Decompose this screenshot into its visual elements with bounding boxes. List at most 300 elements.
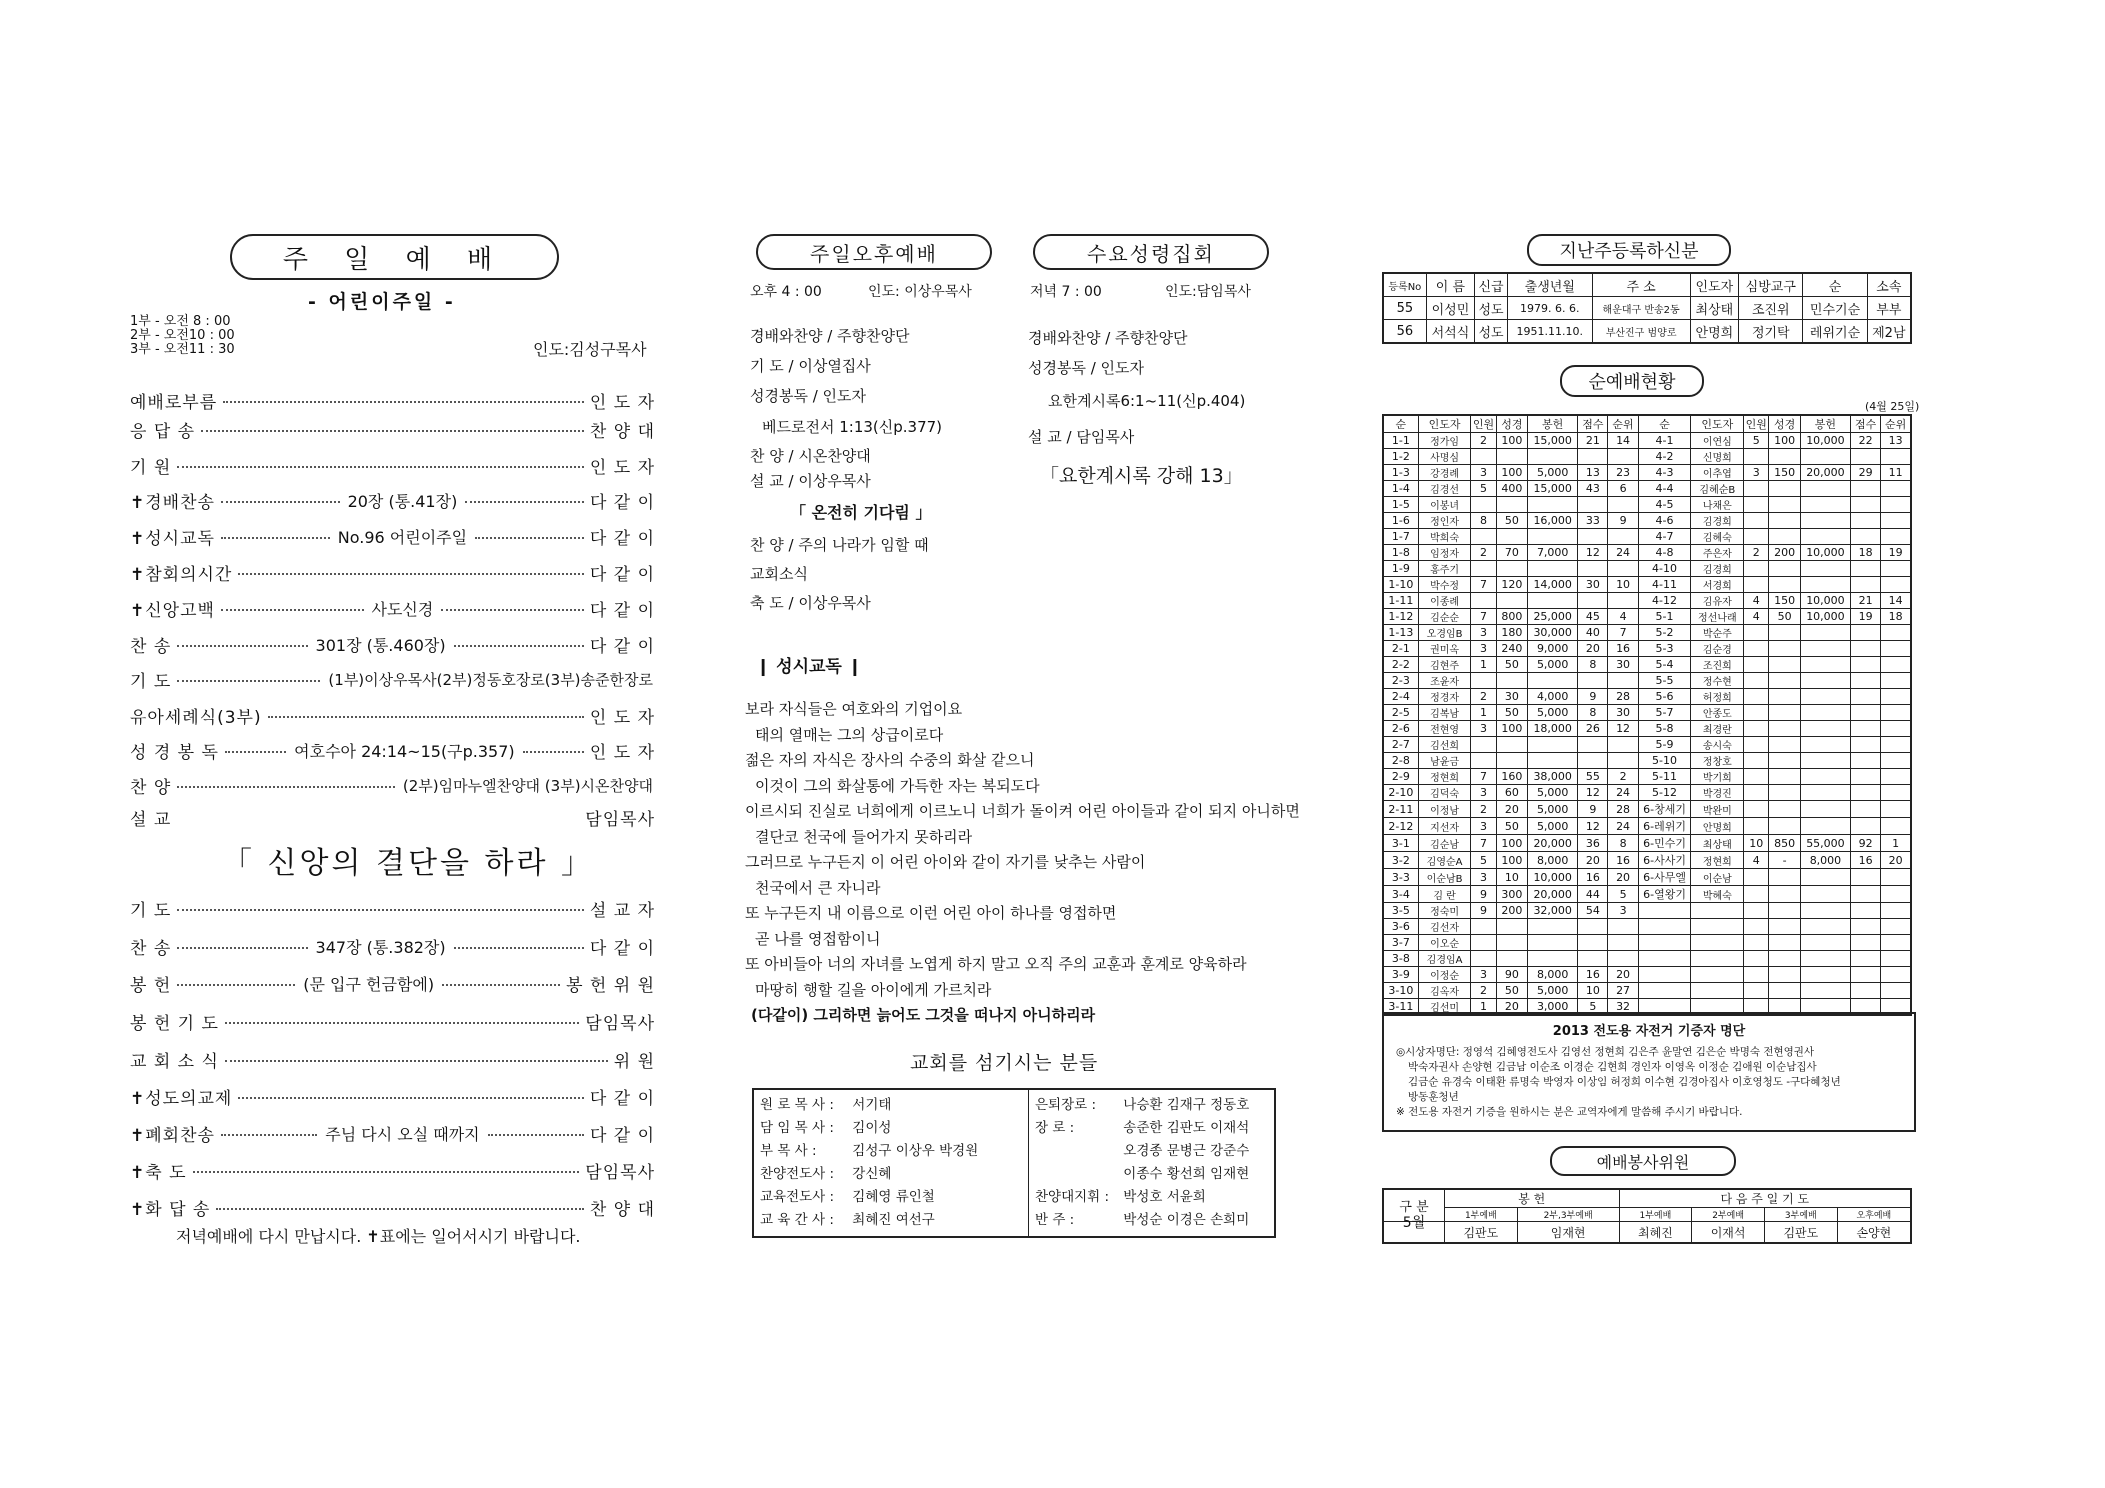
table-cell xyxy=(1800,641,1850,657)
table-cell xyxy=(1769,753,1800,769)
table-cell: 1 xyxy=(1471,999,1496,1016)
table-cell xyxy=(1881,449,1911,465)
table-cell xyxy=(1851,513,1881,529)
table-cell: 1-8 xyxy=(1383,545,1418,561)
table-cell: 2 xyxy=(1744,545,1769,561)
table-cell xyxy=(1769,481,1800,497)
table-cell xyxy=(1744,673,1769,689)
table-cell-empty xyxy=(1744,935,1769,951)
table-row xyxy=(1383,705,1911,721)
table-cell xyxy=(1851,705,1881,721)
table-cell: 16,000 xyxy=(1528,513,1578,529)
table-cell: 43 xyxy=(1578,481,1608,497)
table-cell xyxy=(1608,935,1638,951)
table-cell: 4-2 xyxy=(1638,449,1691,465)
table-row xyxy=(1383,721,1911,737)
servants-title: 교회를 섬기시는 분들 xyxy=(910,1052,1099,1074)
servant-row: 반 주 : 박성순 이경은 손희미 xyxy=(1035,1212,1250,1228)
table-cell: 김혜숙 xyxy=(1691,529,1744,545)
table-cell xyxy=(1800,737,1850,753)
table-cell xyxy=(1769,769,1800,785)
table-cell: 14,000 xyxy=(1528,577,1578,593)
table-cell-empty xyxy=(1744,903,1769,919)
table-cell: 7 xyxy=(1471,577,1496,593)
table-cell: 1-9 xyxy=(1383,561,1418,577)
table-cell: 7,000 xyxy=(1528,545,1578,561)
table-row xyxy=(1383,737,1911,753)
table-cell: 20 xyxy=(1496,801,1527,818)
table-cell xyxy=(1800,721,1850,737)
table-cell: 16 xyxy=(1851,852,1881,869)
table-cell: 27 xyxy=(1608,983,1638,999)
table-cell: 15,000 xyxy=(1528,481,1578,497)
reading-line: 또 누구든지 내 이름으로 이런 어린 아이 하나를 영접하면 xyxy=(745,904,1117,922)
table-cell-empty xyxy=(1638,967,1691,983)
table-cell-empty xyxy=(1800,967,1850,983)
reading-line: 이것이 그의 화살통에 가득한 자는 복되도다 xyxy=(755,776,1040,795)
table-cell: 20 xyxy=(1496,999,1527,1016)
table-cell: 18 xyxy=(1851,545,1881,561)
table-cell: 박수정 xyxy=(1418,577,1471,593)
table-cell xyxy=(1744,737,1769,753)
table-cell xyxy=(1496,497,1527,513)
table-row xyxy=(1383,609,1911,625)
servant-row: 찬양전도사 : 강신혜 xyxy=(760,1166,892,1182)
table-cell: 150 xyxy=(1769,465,1800,481)
table-cell xyxy=(1769,497,1800,513)
table-cell: 7 xyxy=(1471,769,1496,785)
reading-line: 또 아비들아 너의 자녀를 노엽게 하지 말고 오직 주의 교훈과 훈계로 양육하라 xyxy=(745,955,1247,973)
prayer-status-table xyxy=(1382,414,1912,1016)
servant-row: 부 목 사 : 김성구 이상우 박경원 xyxy=(760,1143,979,1159)
table-cell: 안명희 xyxy=(1691,818,1744,835)
table-cell: 100 xyxy=(1496,465,1527,481)
table-cell: 김순경 xyxy=(1691,641,1744,657)
table-cell: 10,000 xyxy=(1528,869,1578,886)
table-cell: 3 xyxy=(1744,465,1769,481)
table-cell: 5,000 xyxy=(1528,801,1578,818)
table-cell xyxy=(1881,721,1911,737)
table-row: 5월 김판도 임재현 최혜진 이재석 김판도 손양현 xyxy=(1383,1222,1911,1244)
table-cell: 7 xyxy=(1471,609,1496,625)
table-cell xyxy=(1496,449,1527,465)
servant-row: 교 육 간 사 : 최혜진 여선구 xyxy=(760,1212,935,1228)
table-cell-empty xyxy=(1744,983,1769,999)
table-cell-empty xyxy=(1851,919,1881,935)
wednesday-item: 경배와찬양 / 주향찬양단 xyxy=(1028,329,1188,347)
table-cell: 18,000 xyxy=(1528,721,1578,737)
table-cell xyxy=(1851,529,1881,545)
table-cell: 3-4 xyxy=(1383,886,1418,903)
order-item: 찬 양 (2부)임마누엘찬양대 (3부)시온찬양대 xyxy=(130,776,653,798)
table-cell: 5 xyxy=(1608,886,1638,903)
prayer-status-date: (4월 25일) xyxy=(1865,400,1920,413)
table-cell xyxy=(1851,818,1881,835)
table-cell-empty xyxy=(1851,935,1881,951)
table-cell-empty xyxy=(1851,951,1881,967)
table-cell: 김혜순B xyxy=(1691,481,1744,497)
table-row: 56 서석식 성도 1951.11.10. 부산진구 범양로 안명희 정기탁 레위기순 제2남 xyxy=(1383,320,1911,344)
table-cell: 나채은 xyxy=(1691,497,1744,513)
table-cell xyxy=(1528,935,1578,951)
table-cell: 조윤자 xyxy=(1418,673,1471,689)
table-cell: 16 xyxy=(1578,869,1608,886)
table-header: 순 인도자 인원 성경 봉헌 점수 순위 순 인도자 인원 성경 봉헌 점수 순위 xyxy=(1383,415,1911,433)
table-cell: 2-1 xyxy=(1383,641,1418,657)
table-cell xyxy=(1608,449,1638,465)
table-cell: 100 xyxy=(1496,852,1527,869)
table-cell: 1-3 xyxy=(1383,465,1418,481)
table-cell: 24 xyxy=(1608,785,1638,801)
table-cell: 3 xyxy=(1471,869,1496,886)
table-cell: 30 xyxy=(1496,689,1527,705)
table-cell: 5 xyxy=(1578,999,1608,1016)
table-cell: 6-사사기 xyxy=(1638,852,1691,869)
table-cell: 4-12 xyxy=(1638,593,1691,609)
reading-line: 곧 나를 영접함이니 xyxy=(755,929,881,948)
table-cell: 박기희 xyxy=(1691,769,1744,785)
table-cell xyxy=(1528,919,1578,935)
table-cell: 2-9 xyxy=(1383,769,1418,785)
table-cell: 10,000 xyxy=(1800,609,1850,625)
table-cell: 50 xyxy=(1496,657,1527,673)
servant-row: 은퇴장로 : 나승환 김재구 정동호 xyxy=(1035,1097,1250,1113)
table-cell: 1 xyxy=(1881,835,1911,852)
reading-line: 그러므로 누구든지 이 어린 아이와 같이 자기를 낮추는 사람이 xyxy=(745,853,1146,871)
table-cell xyxy=(1608,951,1638,967)
table-cell xyxy=(1608,529,1638,545)
table-cell xyxy=(1608,593,1638,609)
table-cell xyxy=(1744,625,1769,641)
table-cell-empty xyxy=(1800,951,1850,967)
order-item: ✝참회의시간 다 같 이 xyxy=(130,564,655,585)
table-cell xyxy=(1528,497,1578,513)
table-cell: 지선자 xyxy=(1418,818,1471,835)
table-cell: 김 란 xyxy=(1418,886,1471,903)
table-cell: 사명심 xyxy=(1418,449,1471,465)
table-cell: 김선미 xyxy=(1418,999,1471,1016)
table-cell xyxy=(1851,869,1881,886)
reading-line: 보라 자식들은 여호와의 기업이요 xyxy=(745,700,963,718)
table-cell: 1 xyxy=(1471,657,1496,673)
order-item: 봉 헌 기 도 담임목사 xyxy=(130,1013,655,1034)
table-cell xyxy=(1851,801,1881,818)
table-cell xyxy=(1578,561,1608,577)
table-cell xyxy=(1881,785,1911,801)
table-cell: 허정희 xyxy=(1691,689,1744,705)
table-cell: 1-2 xyxy=(1383,449,1418,465)
table-cell: 7 xyxy=(1471,835,1496,852)
table-cell-empty xyxy=(1881,935,1911,951)
table-cell-empty xyxy=(1691,919,1744,935)
table-cell: 김유자 xyxy=(1691,593,1744,609)
table-row xyxy=(1383,625,1911,641)
table-cell: 3 xyxy=(1471,625,1496,641)
table-cell xyxy=(1800,577,1850,593)
table-cell: 3-2 xyxy=(1383,852,1418,869)
table-cell: 신명희 xyxy=(1691,449,1744,465)
table-cell xyxy=(1471,673,1496,689)
table-cell xyxy=(1608,919,1638,935)
reading-line: 이르시되 진실로 너희에게 이르노니 너희가 돌이켜 어린 아이들과 같이 되지 아니하면 xyxy=(745,802,1300,820)
table-row xyxy=(1383,497,1911,513)
table-cell xyxy=(1471,561,1496,577)
table-cell xyxy=(1881,753,1911,769)
table-cell: 10,000 xyxy=(1800,433,1850,449)
table-cell: 1-12 xyxy=(1383,609,1418,625)
table-cell: 12 xyxy=(1578,818,1608,835)
service-times xyxy=(130,315,235,357)
table-cell: 240 xyxy=(1496,641,1527,657)
servant-row: 장 로 : 송준한 김판도 이재석 xyxy=(1035,1120,1250,1136)
table-cell: 9 xyxy=(1578,801,1608,818)
table-cell: 박완미 xyxy=(1691,801,1744,818)
table-cell: 8,000 xyxy=(1528,967,1578,983)
table-cell-empty xyxy=(1800,903,1850,919)
service-time-3: 3부 - 오전11 : 30 xyxy=(130,342,235,357)
table-row xyxy=(1383,577,1911,593)
table-cell: - xyxy=(1769,852,1800,869)
table-cell: 5-7 xyxy=(1638,705,1691,721)
order-item: ✝축 도 담임목사 xyxy=(130,1162,655,1183)
wednesday-sermon-title: 「요한계시록 강해 13」 xyxy=(1040,465,1243,487)
table-cell: 5-3 xyxy=(1638,641,1691,657)
table-cell: 32,000 xyxy=(1528,903,1578,919)
table-cell xyxy=(1851,769,1881,785)
table-cell: 3-3 xyxy=(1383,869,1418,886)
table-cell: 50 xyxy=(1496,818,1527,835)
table-row xyxy=(1383,785,1911,801)
table-cell: 26 xyxy=(1578,721,1608,737)
table-cell: 김순순 xyxy=(1418,609,1471,625)
table-cell xyxy=(1528,951,1578,967)
table-cell: 5 xyxy=(1471,481,1496,497)
table-cell: 5-2 xyxy=(1638,625,1691,641)
table-cell: 5,000 xyxy=(1528,785,1578,801)
table-row xyxy=(1383,433,1911,449)
order-item: 기 원 인 도 자 xyxy=(130,457,655,478)
table-cell: 70 xyxy=(1496,545,1527,561)
servant-row: 원 로 목 사 : 서기태 xyxy=(760,1097,892,1113)
order-item: ✝폐회찬송 주님 다시 오실 때까지 다 같 이 xyxy=(130,1118,655,1148)
table-cell: 8,000 xyxy=(1800,852,1850,869)
table-cell xyxy=(1744,577,1769,593)
table-cell-empty xyxy=(1851,983,1881,999)
table-cell: 박희숙 xyxy=(1418,529,1471,545)
table-cell xyxy=(1578,497,1608,513)
reading-line: 젊은 자의 자식은 장사의 수중의 화살 같으니 xyxy=(745,751,1035,769)
table-cell-empty xyxy=(1691,951,1744,967)
table-cell: 3 xyxy=(1471,818,1496,835)
table-cell: 정숙미 xyxy=(1418,903,1471,919)
servant-row: 담 임 목 사 : 김이성 xyxy=(760,1120,892,1136)
main-service-leader: 인도:김성구목사 xyxy=(533,340,647,359)
table-cell xyxy=(1744,818,1769,835)
table-cell: 6-민수기 xyxy=(1638,835,1691,852)
table-cell xyxy=(1800,561,1850,577)
table-cell: 김영순A xyxy=(1418,852,1471,869)
table-cell xyxy=(1800,449,1850,465)
table-cell: 23 xyxy=(1608,465,1638,481)
table-row xyxy=(1383,835,1911,852)
table-cell-empty xyxy=(1744,951,1769,967)
bicycle-donors-title: 2013 전도용 자전거 기증자 명단 xyxy=(1552,1024,1746,1039)
table-cell xyxy=(1800,689,1850,705)
table-cell-empty xyxy=(1638,919,1691,935)
table-cell xyxy=(1496,935,1527,951)
table-cell: 5-8 xyxy=(1638,721,1691,737)
table-cell: 20 xyxy=(1578,852,1608,869)
order-item: 찬 송 301장 (통.460장) 다 같 이 xyxy=(130,629,655,659)
table-cell: 200 xyxy=(1496,903,1527,919)
afternoon-item: 경배와찬양 / 주향찬양단 xyxy=(750,327,910,345)
table-cell: 300 xyxy=(1496,886,1527,903)
table-cell xyxy=(1800,705,1850,721)
table-cell: 2-10 xyxy=(1383,785,1418,801)
table-cell xyxy=(1881,577,1911,593)
table-cell xyxy=(1578,737,1608,753)
table-cell xyxy=(1800,801,1850,818)
table-cell: 160 xyxy=(1496,769,1527,785)
afternoon-item: 설 교 / 이상우목사 xyxy=(750,472,871,490)
table-cell: 100 xyxy=(1496,721,1527,737)
table-cell: 14 xyxy=(1608,433,1638,449)
table-cell xyxy=(1800,886,1850,903)
table-cell: 남윤금 xyxy=(1418,753,1471,769)
table-cell: 이오순 xyxy=(1418,935,1471,951)
table-cell xyxy=(1851,753,1881,769)
table-cell: 54 xyxy=(1578,903,1608,919)
afternoon-item: 찬 양 / 시온찬양대 xyxy=(750,447,871,465)
table-cell-empty xyxy=(1851,903,1881,919)
table-cell: 20,000 xyxy=(1528,886,1578,903)
table-cell: 정현희 xyxy=(1418,769,1471,785)
table-cell: 3 xyxy=(1471,967,1496,983)
table-cell: 3 xyxy=(1608,903,1638,919)
table-cell: 15,000 xyxy=(1528,433,1578,449)
table-cell xyxy=(1496,561,1527,577)
table-cell: 5,000 xyxy=(1528,465,1578,481)
table-cell: 이종례 xyxy=(1418,593,1471,609)
order-item: 유아세례식(3부) 인 도 자 xyxy=(130,707,655,728)
table-cell: 18 xyxy=(1881,609,1911,625)
table-cell xyxy=(1471,753,1496,769)
table-cell xyxy=(1851,561,1881,577)
table-cell xyxy=(1881,561,1911,577)
table-cell: 송시숙 xyxy=(1691,737,1744,753)
table-cell xyxy=(1744,561,1769,577)
table-cell xyxy=(1528,561,1578,577)
table-cell xyxy=(1528,529,1578,545)
table-cell: 50 xyxy=(1496,513,1527,529)
table-cell: 850 xyxy=(1769,835,1800,852)
table-cell: 2-11 xyxy=(1383,801,1418,818)
table-cell: 3-7 xyxy=(1383,935,1418,951)
table-cell xyxy=(1800,529,1850,545)
table-row xyxy=(1383,869,1911,886)
table-cell-empty xyxy=(1769,903,1800,919)
table-cell-empty xyxy=(1691,935,1744,951)
table-row xyxy=(1383,593,1911,609)
table-cell: 55 xyxy=(1578,769,1608,785)
table-cell: 김선자 xyxy=(1418,919,1471,935)
table-cell-empty xyxy=(1800,935,1850,951)
table-cell xyxy=(1769,577,1800,593)
table-row xyxy=(1383,935,1911,951)
order-item: 예배로부름 인 도 자 xyxy=(130,392,655,413)
table-cell xyxy=(1744,529,1769,545)
table-cell: 3-5 xyxy=(1383,903,1418,919)
bicycle-donors-box xyxy=(1382,1012,1916,1132)
table-cell xyxy=(1744,497,1769,513)
table-cell xyxy=(1769,737,1800,753)
table-cell: 김덕숙 xyxy=(1418,785,1471,801)
table-cell: 정현희 xyxy=(1691,852,1744,869)
wednesday-time: 저녁 7 : 00 xyxy=(1030,284,1102,300)
table-cell xyxy=(1471,593,1496,609)
service-time-2: 2부 - 오전10 : 00 xyxy=(130,328,235,343)
table-cell-empty xyxy=(1769,967,1800,983)
table-row xyxy=(1383,673,1911,689)
volunteers-table xyxy=(1382,1188,1912,1244)
table-cell: 이순남B xyxy=(1418,869,1471,886)
table-cell: 8 xyxy=(1578,657,1608,673)
table-cell xyxy=(1851,641,1881,657)
table-header: 등록No 이 름 신급 출생년월 주 소 인도자 심방교구 순 소속 xyxy=(1383,273,1911,297)
table-cell: 20 xyxy=(1578,641,1608,657)
table-row xyxy=(1383,753,1911,769)
table-cell xyxy=(1800,673,1850,689)
table-cell xyxy=(1851,577,1881,593)
table-cell: 12 xyxy=(1578,785,1608,801)
table-row xyxy=(1383,818,1911,835)
table-cell: 20,000 xyxy=(1800,465,1850,481)
donor-line: ◎시상자명단: 정영석 김혜영전도사 김영선 정현희 김은주 윤말연 김은순 박명숙 전현영권사 xyxy=(1396,1046,1815,1058)
table-row xyxy=(1383,561,1911,577)
table-cell: 4-4 xyxy=(1638,481,1691,497)
afternoon-service-title: 주일오후예배 xyxy=(756,234,992,270)
table-cell xyxy=(1744,641,1769,657)
servant-row: 이종수 황선희 임재현 xyxy=(1123,1166,1250,1182)
table-cell xyxy=(1471,497,1496,513)
table-cell xyxy=(1608,673,1638,689)
table-cell-empty xyxy=(1638,903,1691,919)
table-subheader: 1부예배 2부,3부예배 1부예배 2부예배 3부예배 오후예배 xyxy=(1383,1208,1911,1222)
table-cell xyxy=(1881,513,1911,529)
afternoon-item: 축 도 / 이상우목사 xyxy=(750,594,871,612)
afternoon-sermon-title: 「 온전히 기다림 」 xyxy=(790,503,932,522)
table-cell: 5,000 xyxy=(1528,983,1578,999)
table-cell xyxy=(1769,657,1800,673)
table-cell-empty xyxy=(1769,935,1800,951)
table-cell: 3 xyxy=(1471,465,1496,481)
table-cell-empty xyxy=(1769,951,1800,967)
table-cell xyxy=(1851,449,1881,465)
newcomers-table xyxy=(1382,272,1912,344)
table-cell: 40 xyxy=(1578,625,1608,641)
table-cell xyxy=(1851,689,1881,705)
afternoon-item: 베드로전서 1:13(신p.377) xyxy=(762,418,943,436)
table-cell: 20 xyxy=(1608,967,1638,983)
bicycle-donors-list xyxy=(1396,1045,1904,1120)
table-cell: 45 xyxy=(1578,609,1608,625)
table-cell xyxy=(1496,753,1527,769)
table-cell: 3 xyxy=(1471,641,1496,657)
table-cell xyxy=(1881,497,1911,513)
table-cell: 100 xyxy=(1496,835,1527,852)
table-cell-empty xyxy=(1800,919,1850,935)
table-cell: 6-레위기 xyxy=(1638,818,1691,835)
